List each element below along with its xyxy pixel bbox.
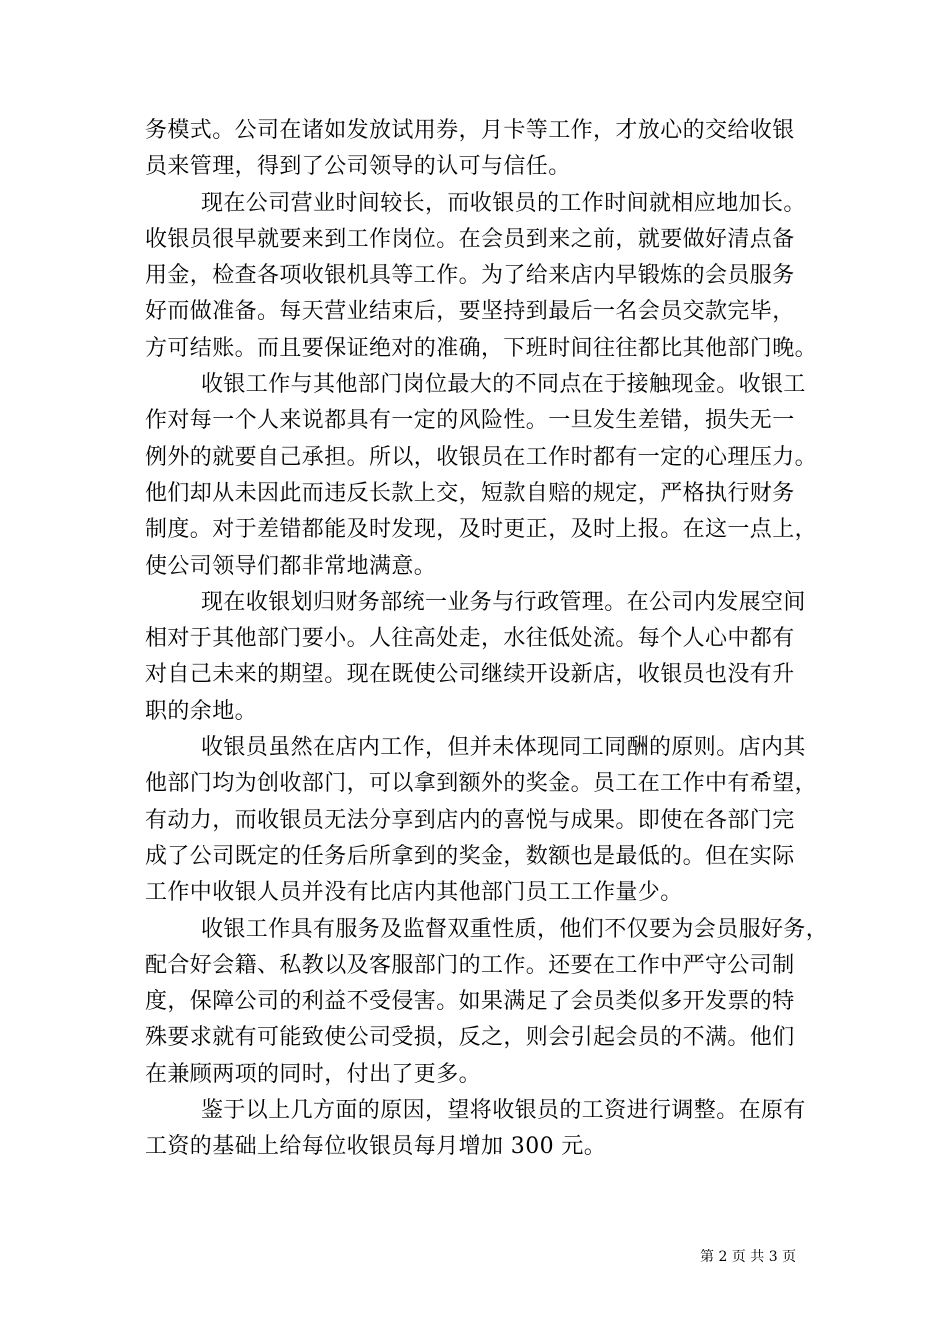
text-line: 作对每一个人来说都具有一定的风险性。一旦发生差错，损失无一 xyxy=(145,408,795,434)
paragraph-first-line: 现在收银划归财务部统一业务与行政管理。在公司内发展空间 xyxy=(201,589,806,615)
text-line: 对自己未来的期望。现在既使公司继续开设新店，收银员也没有升 xyxy=(145,662,795,688)
text-line: 他们却从未因此而违反长款上交，短款自赔的规定，严格执行财务 xyxy=(145,480,795,506)
text-line: 好而做准备。每天营业结束后，要坚持到最后一名会员交款完毕， xyxy=(145,299,795,325)
text-line: 员来管理，得到了公司领导的认可与信任。 xyxy=(145,154,571,180)
page-number-footer: 第 2 页 共 3 页 xyxy=(700,1249,797,1265)
text-line: 职的余地。 xyxy=(145,698,258,724)
paragraph-first-line: 鉴于以上几方面的原因，望将收银员的工资进行调整。在原有 xyxy=(201,1098,806,1124)
text-line: 相对于其他部门要小。人往高处走，水往低处流。每个人心中都有 xyxy=(145,626,795,652)
body-text xyxy=(145,113,829,1166)
text-line: 例外的就要自己承担。所以，收银员在工作时都有一定的心理压力。 xyxy=(145,444,818,470)
paragraph-first-line: 现在公司营业时间较长，而收银员的工作时间就相应地加长。 xyxy=(201,190,806,216)
text-line: 工作中收银人员并没有比店内其他部门员工工作量少。 xyxy=(145,880,683,906)
text-line: 度，保障公司的利益不受侵害。如果满足了会员类似多开发票的特 xyxy=(145,989,795,1015)
paragraph-first-line: 收银工作具有服务及监督双重性质，他们不仅要为会员服好务， xyxy=(201,916,829,942)
text-line: 他部门均为创收部门，可以拿到额外的奖金。员工在工作中有希望， xyxy=(145,771,818,797)
text-line: 用金，检查各项收银机具等工作。为了给来店内早锻炼的会员服务 xyxy=(145,263,795,289)
text-line: 方可结账。而且要保证绝对的准确，下班时间往往都比其他部门晚。 xyxy=(145,335,818,361)
text-line: 有动力，而收银员无法分享到店内的喜悦与成果。即使在各部门完 xyxy=(145,807,795,833)
text-line: 收银员很早就要来到工作岗位。在会员到来之前，就要做好清点备 xyxy=(145,226,795,252)
text-line: 工资的基础上给每位收银员每月增加 300 元。 xyxy=(145,1134,607,1160)
text-line: 务模式。公司在诸如发放试用券，月卡等工作，才放心的交给收银 xyxy=(145,118,795,143)
paragraph-first-line: 收银员虽然在店内工作，但并未体现同工同酬的原则。店内其 xyxy=(201,735,806,761)
text-line: 殊要求就有可能致使公司受损，反之，则会引起会员的不满。他们 xyxy=(145,1025,795,1051)
text-line: 成了公司既定的任务后所拿到的奖金，数额也是最低的。但在实际 xyxy=(145,843,795,869)
text-line: 制度。对于差错都能及时发现，及时更正，及时上报。在这一点上， xyxy=(145,517,818,543)
text-line: 配合好会籍、私教以及客服部门的工作。还要在工作中严守公司制 xyxy=(145,952,795,978)
text-line: 使公司领导们都非常地满意。 xyxy=(145,553,437,579)
text-line: 在兼顾两项的同时，付出了更多。 xyxy=(145,1061,482,1087)
paragraph-first-line: 收银工作与其他部门岗位最大的不同点在于接触现金。收银工 xyxy=(201,372,806,398)
